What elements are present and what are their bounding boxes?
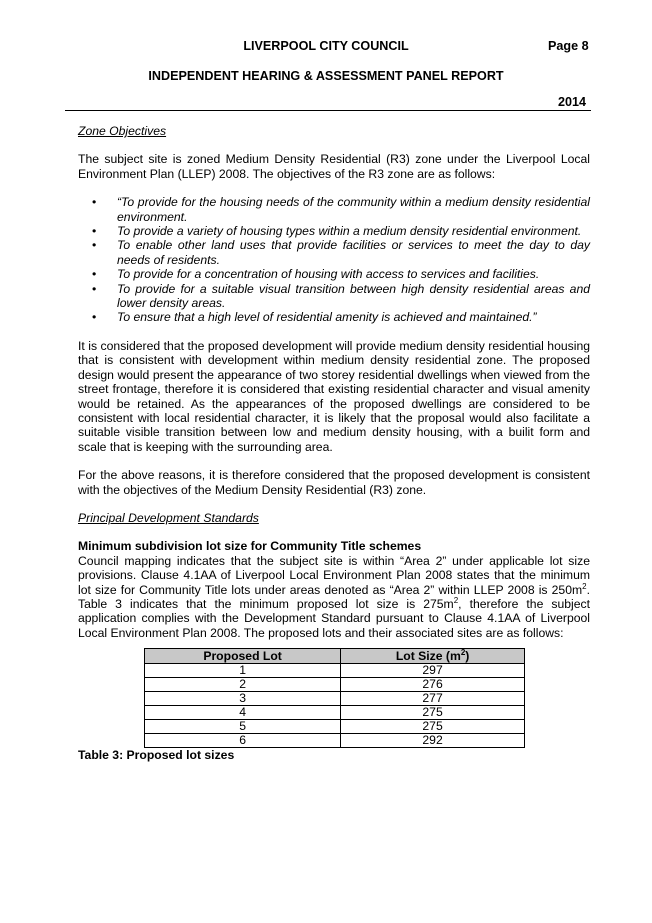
table-caption: Table 3: Proposed lot sizes bbox=[78, 748, 235, 763]
report-year: 2014 bbox=[558, 95, 587, 109]
col-proposed-lot: Proposed Lot bbox=[145, 649, 341, 664]
table-row: 4 275 bbox=[145, 706, 525, 720]
zone-objectives-heading: Zone Objectives bbox=[78, 124, 167, 138]
zone-intro-paragraph: The subject site is zoned Medium Density Residential (R3) zone under the Liverpool Local Environment Plan (LLEP) 2008. The objectives of the R3 zone are as follows: bbox=[78, 152, 590, 181]
principal-standards-heading: Principal Development Standards bbox=[78, 510, 259, 525]
conclusion-paragraph: For the above reasons, it is therefore considered that the proposed development is consistent with the objectives of the Medium Density Residential (R3) zone. bbox=[78, 468, 590, 497]
objective-item: • To enable other land uses that provide facilities or services to meet the day to day needs of residents. bbox=[78, 238, 590, 267]
table-row: 3 277 bbox=[145, 692, 525, 706]
col-lot-size: Lot Size $(m^2)$ bbox=[341, 649, 525, 664]
table-row: 2 276 bbox=[145, 678, 525, 692]
document-body bbox=[78, 124, 590, 763]
objective-item: • To provide for a concentration of housing with access to services and facilities. bbox=[78, 267, 590, 281]
lot-size-subheading: Minimum subdivision lot size for Community Title schemes bbox=[78, 539, 422, 554]
table-row: 1 297 bbox=[145, 664, 525, 678]
table-row: 5 275 bbox=[145, 720, 525, 734]
report-title: INDEPENDENT HEARING & ASSESSMENT PANEL REPORT bbox=[148, 69, 504, 83]
table-header-row bbox=[145, 649, 525, 664]
lot-sizes-table bbox=[144, 648, 525, 748]
lot-size-paragraph: Council mapping indicates that the subject site is within “Area 2” under applicable lot size provisions. Clause 4.1AA of Liverpool Local Environment Plan 2008 states that the minimum lot size for Community Title lots under areas denoted as “Area 2” within LLEP 2008 is $250m^2$. Table 3 indicates that the minimum proposed lot size is $275m^2$, therefore the subject application complies with the Development Standard pursuant to Clause 4.1AA of Liverpool Local Environment Plan 2008. The proposed lots and their associated sites are as follows: bbox=[78, 553, 590, 640]
council-name: LIVERPOOL CITY COUNCIL bbox=[243, 39, 409, 53]
header-divider bbox=[65, 110, 591, 111]
objectives-list bbox=[78, 195, 590, 325]
table-row: 6 292 bbox=[145, 734, 525, 748]
consistency-paragraph: It is considered that the proposed development will provide medium density residential housing that is consistent with development within medium density residential zone. The proposed design would present the appearance of two storey residential dwellings when viewed from the street frontage, therefore it is considered that existing residential character and visual amenity would be retained. As the appearances of the proposed dwellings are considered to be consistent with local residential character, it is likely that the proposal would also facilitate a suitable visible transition between low and medium density housing, with a builit form and scale that is keeping with the surrounding area. bbox=[78, 338, 590, 454]
objective-item: • To provide a variety of housing types within a medium density residential environment. bbox=[78, 224, 590, 238]
objective-item: • To provide for a suitable visual transition between high density residential areas and lower density areas. bbox=[78, 282, 590, 311]
objective-item: • To ensure that a high level of residential amenity is achieved and maintained.” bbox=[78, 310, 590, 324]
page-number: Page 8 bbox=[548, 39, 589, 53]
objective-item: • “To provide for the housing needs of the community within a medium density residential environment. bbox=[78, 195, 590, 224]
